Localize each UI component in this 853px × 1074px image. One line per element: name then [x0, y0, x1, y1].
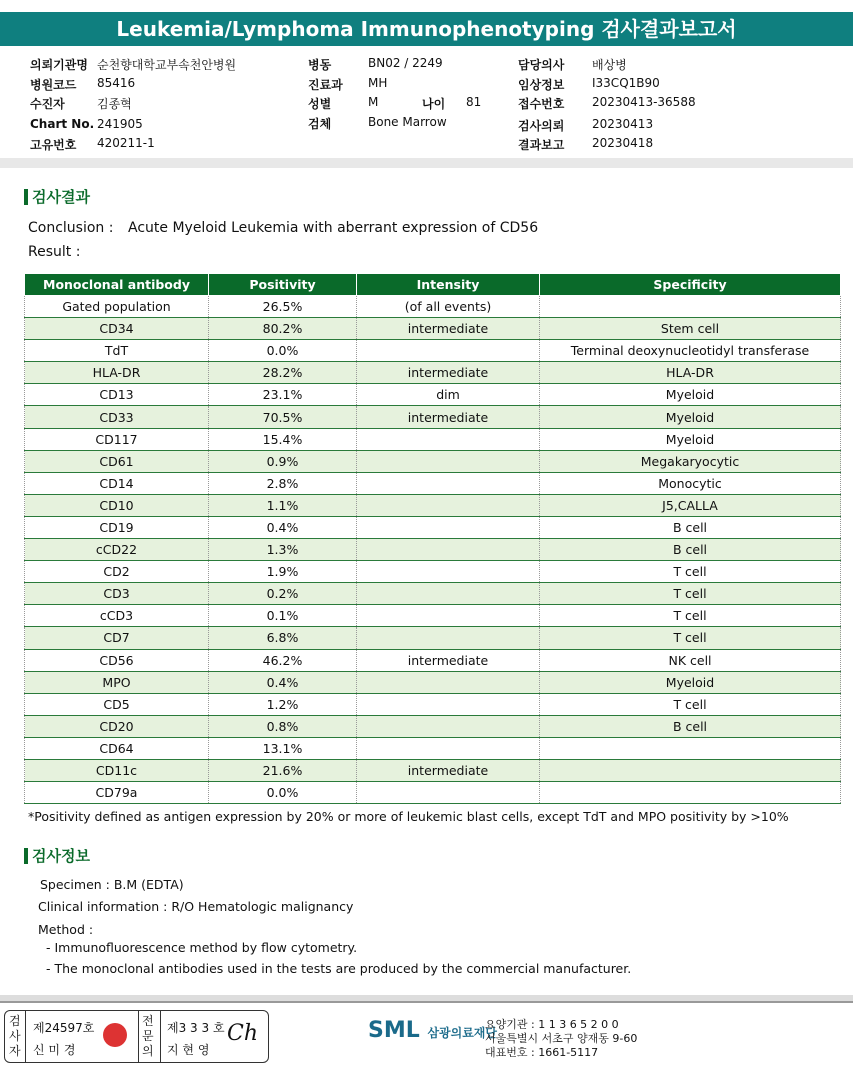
table-row [25, 318, 841, 340]
intensity-cell [357, 539, 540, 561]
positivity-cell: 0.4% [209, 516, 357, 538]
table-row [25, 649, 841, 671]
specialist-name: 지 현 영 [167, 1043, 210, 1057]
table-row [25, 428, 841, 450]
info-value: 순천향대학교부속천안병원 [97, 58, 237, 72]
table-row [25, 782, 841, 804]
intensity-cell [357, 340, 540, 362]
table-row [25, 759, 841, 781]
antibody-cell: CD117 [25, 428, 209, 450]
intensity-cell [357, 782, 540, 804]
result-section-heading: 검사결과 [24, 189, 90, 205]
table-row [25, 384, 841, 406]
conclusion-label: Conclusion : [28, 220, 114, 236]
info-label: 검사의뢰 [518, 118, 565, 133]
specificity-cell: NK cell [540, 649, 841, 671]
specificity-cell: Myeloid [540, 671, 841, 693]
intensity-cell [357, 583, 540, 605]
specificity-cell: T cell [540, 561, 841, 583]
antibody-cell: HLA-DR [25, 362, 209, 384]
specificity-cell: Myeloid [540, 428, 841, 450]
antibody-cell: CD10 [25, 494, 209, 516]
intensity-cell: (of all events) [357, 296, 540, 318]
info-value: M [368, 95, 379, 109]
specificity-cell: J5,CALLA [540, 494, 841, 516]
positivity-cell: 21.6% [209, 759, 357, 781]
specificity-cell: Terminal deoxynucleotidyl transferase [540, 340, 841, 362]
antibody-cell: CD2 [25, 561, 209, 583]
intensity-cell: intermediate [357, 759, 540, 781]
intensity-cell [357, 516, 540, 538]
antibody-cell: CD11c [25, 759, 209, 781]
examiner-name: 신 미 경 [33, 1043, 76, 1057]
table-row [25, 296, 841, 318]
table-row [25, 539, 841, 561]
specificity-cell: T cell [540, 627, 841, 649]
conclusion-value: Acute Myeloid Leukemia with aberrant expression of CD56 [128, 220, 539, 236]
positivity-cell: 15.4% [209, 428, 357, 450]
positivity-cell: 0.9% [209, 450, 357, 472]
antibody-cell: MPO [25, 671, 209, 693]
table-row [25, 715, 841, 737]
specificity-cell: Myeloid [540, 406, 841, 428]
table-row [25, 737, 841, 759]
specificity-cell: Megakaryocytic [540, 450, 841, 472]
header-antibody: Monoclonal antibody [25, 274, 209, 296]
info-label: 병동 [308, 58, 332, 72]
info-value: 김종혁 [97, 97, 132, 111]
org-line: 서울특별시 서초구 양재동 9-60 [485, 1032, 638, 1045]
table-row [25, 406, 841, 428]
positivity-cell: 0.0% [209, 782, 357, 804]
specificity-cell [540, 737, 841, 759]
org-line: 대표번호 : 1661-5117 [485, 1046, 599, 1059]
intensity-cell [357, 627, 540, 649]
antibody-cell: cCD3 [25, 605, 209, 627]
examiner-number: 제24597호 [33, 1021, 95, 1035]
info-label: 병원코드 [30, 77, 77, 92]
positivity-cell: 26.5% [209, 296, 357, 318]
header-intensity: Intensity [357, 274, 540, 296]
result-label: Result : [28, 244, 81, 260]
info-value: 배상병 [592, 58, 627, 72]
intensity-cell [357, 737, 540, 759]
specificity-cell: B cell [540, 516, 841, 538]
intensity-cell [357, 715, 540, 737]
antibody-cell: CD64 [25, 737, 209, 759]
info-label: 진료과 [308, 77, 343, 92]
antibody-cell: cCD22 [25, 539, 209, 561]
specimen: Specimen : B.M (EDTA) [40, 877, 184, 892]
table-row [25, 362, 841, 384]
positivity-cell: 23.1% [209, 384, 357, 406]
specificity-cell: Stem cell [540, 318, 841, 340]
report-title: Leukemia/Lymphoma Immunophenotyping 검사결과보고서 [0, 12, 853, 46]
info-value: 20230418 [592, 136, 654, 150]
specificity-cell [540, 759, 841, 781]
info-section-heading: 검사정보 [24, 848, 90, 864]
antibody-cell: TdT [25, 340, 209, 362]
positivity-cell: 0.0% [209, 340, 357, 362]
intensity-cell [357, 561, 540, 583]
intensity-cell [357, 472, 540, 494]
antibody-cell: CD79a [25, 782, 209, 804]
age-value: 81 [466, 95, 482, 109]
info-value: 420211-1 [97, 136, 155, 150]
specialist-label: 전문의 [142, 1014, 154, 1058]
info-label: 임상정보 [518, 77, 565, 92]
specificity-cell: T cell [540, 605, 841, 627]
antibody-cell: CD19 [25, 516, 209, 538]
positivity-cell: 0.4% [209, 671, 357, 693]
intensity-cell: intermediate [357, 362, 540, 384]
header-positivity: Positivity [209, 274, 357, 296]
info-value: 241905 [97, 116, 143, 131]
info-value: 85416 [97, 75, 136, 90]
specificity-cell [540, 296, 841, 318]
info-label: 고유번호 [30, 138, 77, 152]
positivity-note: *Positivity defined as antigen expression by 20% or more of leukemic blast cells, except TdT and MPO positivity by >10% [28, 809, 789, 824]
info-label: 담당의사 [518, 58, 565, 72]
positivity-cell: 0.8% [209, 715, 357, 737]
positivity-cell: 1.9% [209, 561, 357, 583]
info-label: 의뢰기관명 [30, 58, 88, 72]
antibody-cell: CD56 [25, 649, 209, 671]
org-line: 요양기관 : 1 1 3 6 5 2 0 0 [485, 1018, 619, 1031]
age-label: 나이 [422, 97, 446, 111]
signature-box [4, 1010, 269, 1063]
table-row [25, 494, 841, 516]
intensity-cell: dim [357, 384, 540, 406]
info-label: 성별 [308, 97, 332, 111]
antibody-cell: Gated population [25, 296, 209, 318]
specificity-cell: Monocytic [540, 472, 841, 494]
info-value: MH [368, 75, 388, 90]
table-row [25, 627, 841, 649]
signature: Ch [227, 1021, 259, 1046]
specificity-cell: T cell [540, 583, 841, 605]
antibody-cell: CD5 [25, 693, 209, 715]
antibody-cell: CD7 [25, 627, 209, 649]
sml-logo: SML 삼광의료재단 [368, 1018, 497, 1043]
intensity-cell [357, 671, 540, 693]
examiner-label: 검사자 [9, 1014, 21, 1058]
divider [0, 158, 853, 168]
info-label: 검체 [308, 116, 332, 131]
positivity-cell: 1.3% [209, 539, 357, 561]
specificity-cell: HLA-DR [540, 362, 841, 384]
info-value: I33CQ1B90 [592, 75, 660, 90]
info-value: BN02 / 2249 [368, 56, 443, 70]
intensity-cell [357, 693, 540, 715]
antibody-cell: CD13 [25, 384, 209, 406]
antibody-cell: CD34 [25, 318, 209, 340]
antibody-cell: CD33 [25, 406, 209, 428]
specificity-cell: T cell [540, 693, 841, 715]
method-label: Method : [38, 922, 94, 937]
table-row [25, 671, 841, 693]
positivity-cell: 2.8% [209, 472, 357, 494]
positivity-cell: 0.1% [209, 605, 357, 627]
table-row [25, 605, 841, 627]
intensity-cell [357, 605, 540, 627]
info-value: Bone Marrow [368, 114, 447, 129]
specificity-cell: Myeloid [540, 384, 841, 406]
table-row [25, 583, 841, 605]
info-label: 접수번호 [518, 97, 565, 111]
footer-divider [0, 995, 853, 1003]
table-row [25, 450, 841, 472]
table-row [25, 516, 841, 538]
antibody-cell: CD20 [25, 715, 209, 737]
intensity-cell [357, 450, 540, 472]
info-label: Chart No. [30, 116, 95, 131]
antibody-cell: CD61 [25, 450, 209, 472]
intensity-cell [357, 494, 540, 516]
specificity-cell [540, 782, 841, 804]
table-row [25, 340, 841, 362]
intensity-cell: intermediate [357, 649, 540, 671]
specialist-number: 제3 3 3 호 [167, 1021, 225, 1035]
header-specificity: Specificity [540, 274, 841, 296]
org-info [485, 1018, 637, 1060]
positivity-cell: 0.2% [209, 583, 357, 605]
table-row [25, 561, 841, 583]
positivity-cell: 70.5% [209, 406, 357, 428]
positivity-cell: 80.2% [209, 318, 357, 340]
specificity-cell: B cell [540, 539, 841, 561]
antibody-cell: CD3 [25, 583, 209, 605]
intensity-cell [357, 428, 540, 450]
table-row [25, 472, 841, 494]
info-value: 20230413-36588 [592, 95, 696, 109]
intensity-cell: intermediate [357, 318, 540, 340]
table-row [25, 693, 841, 715]
info-value: 20230413 [592, 116, 654, 131]
antibody-cell: CD14 [25, 472, 209, 494]
positivity-cell: 28.2% [209, 362, 357, 384]
positivity-cell: 46.2% [209, 649, 357, 671]
positivity-cell: 1.2% [209, 693, 357, 715]
method-item: - Immunofluorescence method by flow cytometry. [46, 940, 358, 955]
info-label: 수진자 [30, 97, 65, 111]
positivity-cell: 13.1% [209, 737, 357, 759]
positivity-cell: 1.1% [209, 494, 357, 516]
examiner-seal [103, 1023, 127, 1047]
info-label: 결과보고 [518, 138, 565, 152]
intensity-cell: intermediate [357, 406, 540, 428]
clinical-info: Clinical information : R/O Hematologic malignancy [38, 899, 354, 914]
method-item: - The monoclonal antibodies used in the tests are produced by the commercial manufacturer. [46, 961, 632, 976]
specificity-cell: B cell [540, 715, 841, 737]
positivity-cell: 6.8% [209, 627, 357, 649]
results-table [24, 273, 841, 804]
